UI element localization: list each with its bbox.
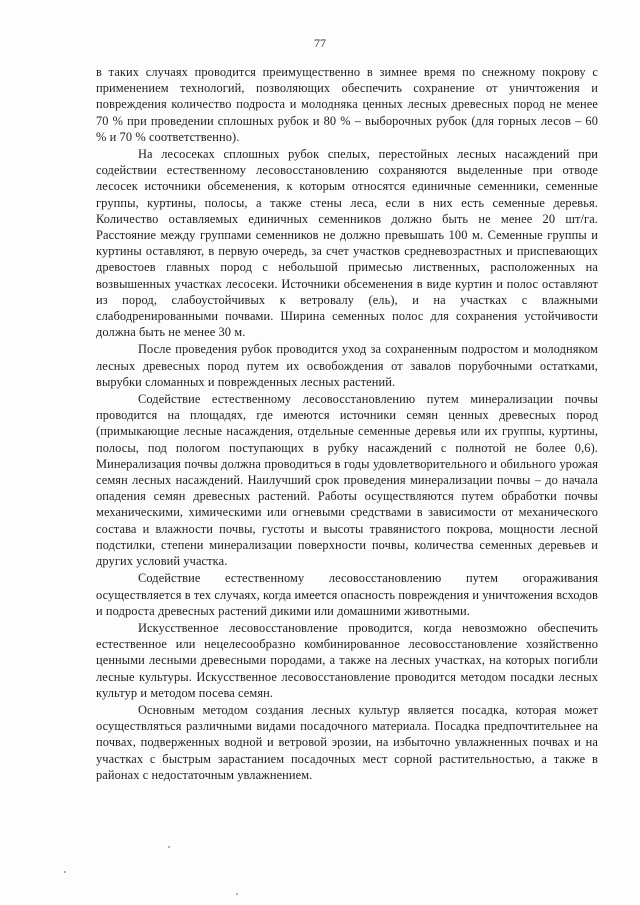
paragraph-1: в таких случаях проводится преимущественно в зимнее время по снежному покрову с применением технологий, позволяющих обеспечить сохранение от уничтожения и повреждения количество подроста и молодняка ценных лесных древесных пород не менее 70 % при проведении сплошных рубок и 80 % – выборочных рубок (для горных лесов – 60 % и 70 % соответственно).	[96, 65, 598, 144]
paragraph-6: Искусственное лесовосстановление проводится, когда невозможно обеспечить естественное или нецелесообразно комбинированное лесовосстановление хозяйственно ценными лесными древесными породами, а также на лесных участках, на которых погибли лесные культуры. Искусственное лесовосстановление проводится методом посадки лесных культур и методом посева семян.	[96, 620, 598, 700]
scan-speck	[236, 893, 238, 895]
scan-speck	[168, 846, 170, 848]
scan-speck	[64, 871, 66, 873]
page-number: 77	[314, 36, 326, 50]
paragraph-4: Содействие естественному лесовосстановлению путем минерализации почвы проводится на площадях, где имеются источники семян ценных древесных пород (примыкающие лесные насаждения, отдельные семенные деревья или их группы, куртины, полосы, под пологом поступающих в рубку насаждений с полнотой не более 0,6). Минерализация почвы должна проводиться в годы удовлетворительного и обильного урожая семян лесных насаждений. Наилучший срок проведения минерализации почвы – до начала опадения семян древесных растений. Работы осуществляются путем обработки почвы механическими, химическими или огневыми средствами в зависимости от механического состава и влажности почвы, густоты и высоты травянистого покрова, мощности лесной подстилки, степени минерализации поверхности почвы, количества семенных деревьев и других условий участка.	[96, 392, 598, 569]
paragraph-3: После проведения рубок проводится уход за сохраненным подростом и молодняком лесных древесных пород путем их освобождения от завалов порубочными остатками, вырубки сломанных и поврежденных лесных растений.	[96, 342, 598, 389]
paragraph-7: Основным методом создания лесных культур является посадка, которая может осуществляться различными видами посадочного материала. Посадка предпочтительнее на почвах, подверженных водной и ветровой эрозии, на избыточно увлажненных почвах и на участках с быстрым зарастанием посадочных мест сорной растительностью, а также в районах с недостаточным увлажнением.	[96, 702, 598, 782]
paragraph-2: На лесосеках сплошных рубок спелых, перестойных лесных насаждений при содействии естественному лесовосстановлению сохраняются выделенные при отводе лесосек источники обсеменения, к которым относятся единичные семенники, семенные группы, куртины, полосы, а также стены леса, если в них есть семенные деревья. Количество оставляемых единичных семенников должно быть не менее 20 шт/га. Расстояние между группами семенников не должно превышать 100 м. Семенные группы и куртины оставляют, в первую очередь, за счет участков средневозрастных и приспевающих древостоев главных пород с небольшой примесью лиственных, расположенных на возвышенных участках лесосеки. Источники обсеменения в виде куртин и полос оставляют из пород, слабоустойчивых к ветровалу (ель), и на участках с влажными слабодренированными почвами. Ширина семенных полос для сохранения устойчивости должна быть не менее 30 м.	[96, 147, 598, 340]
paragraph-5: Содействие естественному лесовосстановлению путем огораживания осуществляется в тех случаях, когда имеется опасность повреждения и уничтожения всходов и подроста древесных растений дикими или домашними животными.	[96, 571, 598, 618]
body-text	[96, 64, 598, 783]
